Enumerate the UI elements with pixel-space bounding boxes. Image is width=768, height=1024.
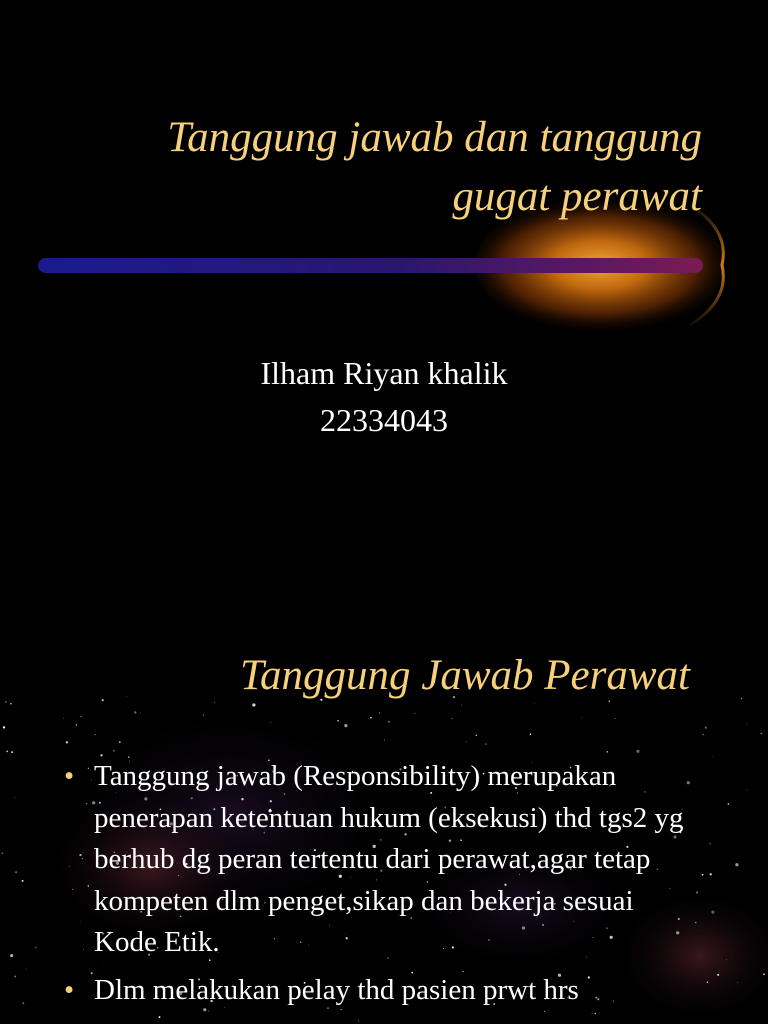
- star: [711, 911, 714, 914]
- star: [606, 751, 608, 753]
- star: [615, 718, 616, 719]
- star: [203, 714, 204, 715]
- bullet-text: Dlm melakukan pelay thd pasien prwt hrs: [94, 973, 579, 1006]
- star: [119, 741, 121, 743]
- star: [728, 803, 730, 805]
- slide-title-line-2: gugat perawat: [452, 173, 702, 220]
- star: [14, 976, 16, 978]
- star: [22, 1002, 24, 1004]
- bullet-dot-icon: •: [64, 973, 75, 1006]
- star: [741, 698, 743, 700]
- star: [25, 969, 26, 970]
- star: [134, 711, 136, 713]
- bullet-text: Tanggung jawab (Responsibility) merupakan penerapan ketentuan hukum (eksekusi) thd tgs2 yg berhub dg peran tertentu dari perawat,agar tetap kompeten dlm penget,sikap dan bekerja sesuai Kode Etik.: [94, 760, 684, 958]
- star: [94, 734, 95, 735]
- bullet-list: [60, 756, 690, 1017]
- author-name: Ilham Riyan khalik: [260, 355, 508, 391]
- star: [485, 743, 487, 745]
- star: [761, 733, 762, 734]
- star: [11, 751, 13, 753]
- star: [713, 756, 714, 757]
- slide-2-title: Tanggung Jawab Perawat: [240, 652, 690, 699]
- bullet-dot-icon: •: [64, 760, 75, 792]
- star: [717, 974, 719, 976]
- star: [1, 852, 3, 854]
- star: [337, 720, 339, 722]
- star: [747, 723, 748, 724]
- star: [14, 797, 15, 798]
- star: [214, 702, 215, 703]
- star: [370, 717, 372, 719]
- star: [379, 712, 380, 713]
- star: [452, 718, 453, 719]
- list-item: [60, 756, 690, 964]
- star: [466, 741, 467, 742]
- star: [738, 983, 739, 984]
- star: [705, 727, 707, 729]
- star: [102, 699, 104, 701]
- star: [384, 739, 385, 740]
- slide-title: [62, 108, 702, 226]
- star: [126, 696, 127, 697]
- star: [10, 954, 13, 957]
- star: [22, 880, 24, 882]
- star: [358, 1020, 359, 1021]
- star: [270, 722, 271, 723]
- slide-title-line-1: Tanggung jawab dan tanggung: [167, 114, 702, 161]
- star: [735, 863, 738, 866]
- star: [415, 713, 416, 714]
- star: [461, 705, 462, 706]
- star: [476, 735, 477, 736]
- star: [5, 701, 6, 702]
- star: [140, 713, 141, 714]
- star: [10, 703, 12, 705]
- star: [6, 751, 8, 753]
- star: [696, 891, 698, 893]
- star: [344, 724, 347, 727]
- star: [636, 750, 639, 753]
- list-item: [60, 970, 690, 1012]
- star: [710, 873, 712, 875]
- star: [702, 874, 704, 876]
- star: [3, 726, 5, 728]
- student-id: 22334043: [320, 402, 448, 438]
- star: [113, 750, 114, 751]
- star: [581, 717, 582, 718]
- star: [707, 982, 708, 983]
- star: [15, 871, 17, 873]
- star: [709, 843, 710, 844]
- star: [388, 721, 390, 723]
- star: [695, 922, 696, 923]
- star: [35, 947, 36, 948]
- content-slide: [0, 576, 768, 1024]
- star: [702, 734, 704, 736]
- author-block: [0, 350, 768, 444]
- star: [763, 973, 765, 975]
- star: [746, 789, 747, 790]
- star: [81, 716, 82, 717]
- star: [63, 718, 64, 719]
- star: [66, 741, 68, 743]
- star: [530, 733, 531, 734]
- star: [726, 959, 727, 960]
- star: [76, 724, 77, 725]
